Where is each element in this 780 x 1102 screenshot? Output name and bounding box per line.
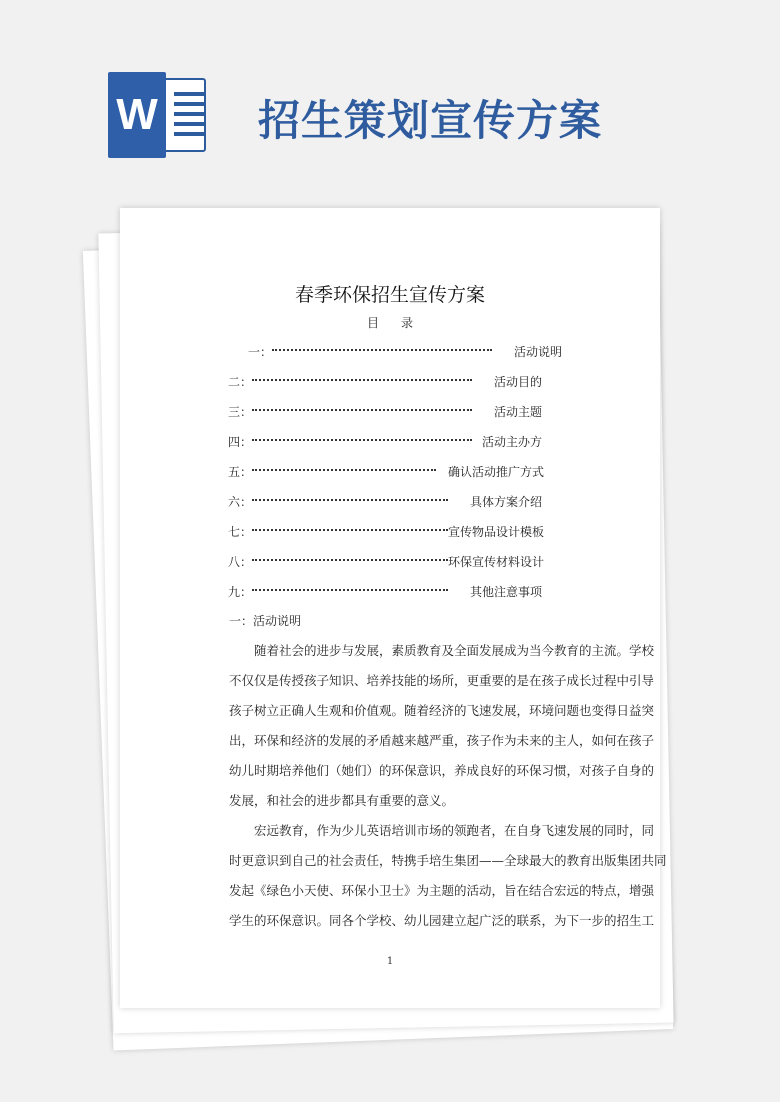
paragraph-line: 发起《绿色小天使、环保小卫士》为主题的活动，旨在结合宏远的特点，增强 (229, 883, 655, 898)
toc-leader-dots (252, 499, 448, 501)
word-icon-line (174, 122, 206, 126)
toc-leader-dots (252, 379, 472, 381)
toc-entry-number: 八： (228, 555, 253, 569)
paragraph-line: 孩子树立正确人生观和价值观。随着经济的飞速发展，环境问题也变得日益突 (229, 703, 655, 718)
toc-entry (248, 343, 563, 361)
paragraph-line: 出，环保和经济的发展的矛盾越来越严重，孩子作为未来的主人，如何在孩子 (229, 733, 655, 748)
toc-entry-number: 六： (228, 495, 253, 509)
toc-entry (228, 583, 548, 601)
toc-entry (228, 553, 548, 571)
banner-title: 招生策划宣传方案 (258, 96, 603, 145)
paragraph-line: 宏远教育，作为少儿英语培训市场的领跑者，在自身飞速发展的同时，同 (254, 823, 655, 838)
toc-entry-label: 活动说明 (514, 345, 563, 359)
banner (0, 0, 780, 200)
paragraph-line: 时更意识到自己的社会责任，特携手培生集团——全球最大的教育出版集团共同 (229, 853, 667, 868)
word-icon-line (174, 132, 206, 136)
toc-entry-number: 一： (248, 345, 273, 359)
toc-entry-number: 二： (228, 375, 253, 389)
toc-entry-label: 活动主办方 (482, 435, 543, 449)
toc-leader-dots (272, 349, 492, 351)
page-number: 1 (386, 956, 394, 967)
document-title: 春季环保招生宣传方案 (294, 284, 485, 306)
toc-entry-label: 环保宣传材料设计 (448, 555, 545, 569)
toc-entry-label: 确认活动推广方式 (448, 465, 545, 479)
toc-entry (228, 373, 548, 391)
toc-entry-number: 四： (228, 435, 253, 449)
toc-heading: 目录 (366, 316, 435, 330)
toc-leader-dots (252, 529, 448, 531)
paragraph-line: 幼儿时期培养他们（她们）的环保意识，养成良好的环保习惯，对孩子自身的 (229, 763, 655, 778)
toc-entry-label: 活动主题 (494, 405, 543, 419)
body-paragraph (229, 636, 655, 816)
paragraph-line: 随着社会的进步与发展，素质教育及全面发展成为当今教育的主流。学校 (254, 643, 655, 658)
toc-entry (228, 493, 548, 511)
paragraph-line: 不仅仅是传授孩子知识、培养技能的场所，更重要的是在孩子成长过程中引导 (229, 673, 655, 688)
toc-entry-label: 具体方案介绍 (470, 495, 543, 509)
word-icon-line (174, 92, 206, 96)
toc-entry (228, 523, 548, 541)
toc-entry-number: 七： (228, 525, 253, 539)
toc-leader-dots (252, 559, 448, 561)
toc-leader-dots (252, 589, 448, 591)
toc-entry (228, 433, 548, 451)
toc-leader-dots (252, 409, 472, 411)
toc-entry (228, 403, 548, 421)
section-heading: 一：活动说明 (229, 614, 302, 628)
word-icon (108, 72, 208, 158)
toc-leader-dots (252, 469, 436, 471)
word-icon-letter: W (116, 90, 158, 139)
paragraph-line: 发展，和社会的进步都具有重要的意义。 (229, 793, 455, 808)
word-icon-tile (108, 72, 166, 158)
toc-leader-dots (252, 439, 472, 441)
toc-entry-number: 三： (228, 405, 253, 419)
toc-entry-label: 宣传物品设计模板 (448, 525, 545, 539)
document-page (120, 208, 667, 1008)
paragraph-line: 学生的环保意识。同各个学校、幼儿园建立起广泛的联系，为下一步的招生工 (229, 913, 655, 928)
toc-entry-number: 九： (228, 585, 253, 599)
word-icon-line (174, 102, 206, 106)
toc-entry (228, 463, 548, 481)
word-icon-line (174, 112, 206, 116)
toc-entry-number: 五： (228, 465, 253, 479)
body-paragraph (229, 816, 667, 936)
toc-entry-label: 活动目的 (494, 375, 543, 389)
toc-entry-label: 其他注意事项 (470, 585, 543, 599)
